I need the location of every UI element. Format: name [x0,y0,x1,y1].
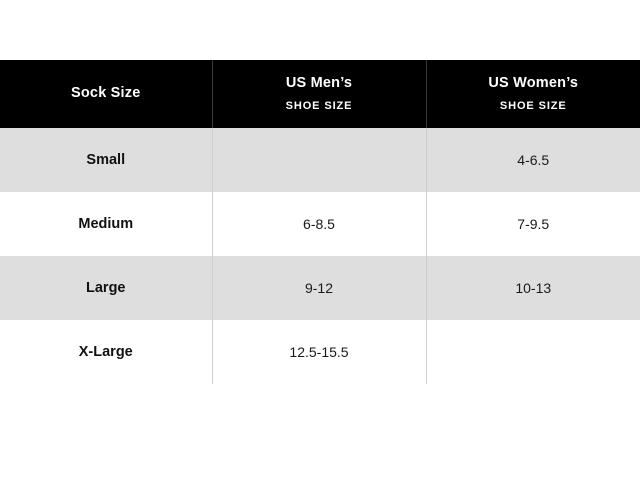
cell-us-mens: 9-12 [212,256,426,320]
table-header [0,60,640,128]
table-header-row [0,60,640,128]
cell-sock-size: X-Large [0,320,212,384]
column-header-us-womens-label: US Women’s [488,75,579,92]
cell-us-mens: 6-8.5 [212,192,426,256]
cell-us-mens: 12.5-15.5 [212,320,426,384]
table-row [0,256,640,320]
cell-us-mens [212,128,426,192]
size-table-container [0,60,640,384]
table-row [0,192,640,256]
sock-size-table [0,60,640,384]
cell-sock-size: Medium [0,192,212,256]
column-header-us-mens-label: US Men’s [285,75,353,92]
column-header-us-mens [212,60,426,128]
cell-sock-size: Large [0,256,212,320]
table-row [0,128,640,192]
column-header-sock-size [0,60,212,128]
cell-us-womens [426,320,640,384]
table-row [0,320,640,384]
cell-us-womens: 7-9.5 [426,192,640,256]
cell-us-womens: 4-6.5 [426,128,640,192]
column-header-us-womens-sublabel: SHOE SIZE [499,99,567,112]
column-header-us-womens [426,60,640,128]
table-body [0,128,640,384]
column-header-us-mens-sublabel: SHOE SIZE [285,99,353,112]
column-header-sock-size-label: Sock Size [71,85,141,102]
cell-us-womens: 10-13 [426,256,640,320]
cell-sock-size: Small [0,128,212,192]
